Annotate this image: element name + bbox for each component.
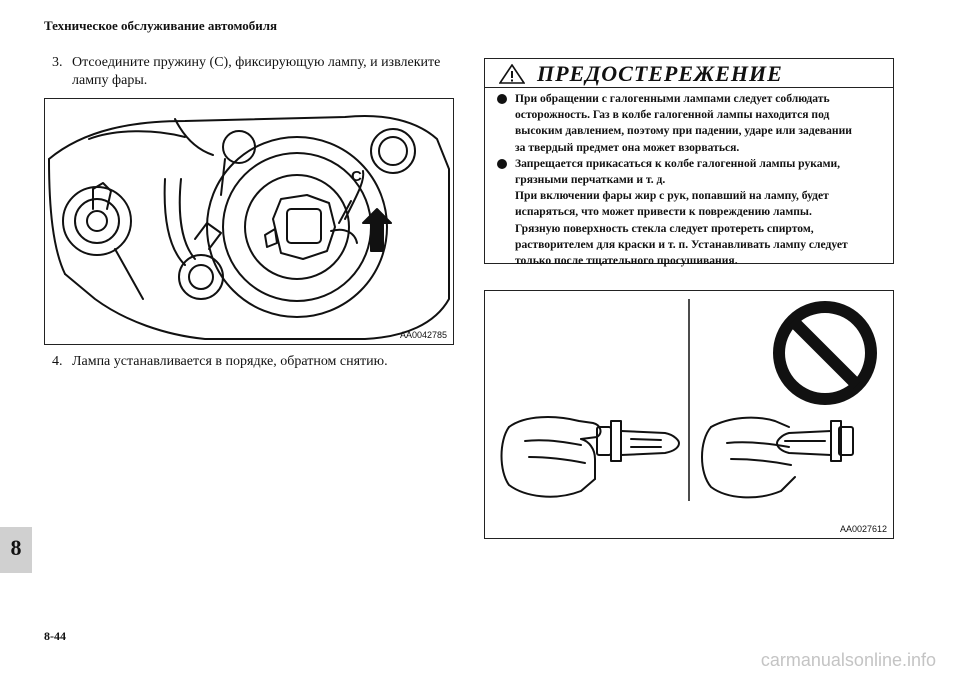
warning-line: растворителем для краски и т. п. Устанавливать лампу следует [515,237,848,251]
step-text-line2: лампу фары. [72,73,148,88]
warning-line: высоким давлением, поэтому при падении, ударе или задевании [515,124,852,138]
warning-item-2 [493,156,889,269]
step-number: 3. [52,55,63,70]
warning-body [493,91,889,269]
chapter-number: 8 [10,535,22,560]
prohibition-icon [779,307,871,399]
warning-line: При обращении с галогенными лампами следует соблюдать [515,92,830,105]
warning-line: Запрещается прикасаться к колбе галогенной лампы руками, [515,156,841,170]
warning-line: испаряться, что может привести к повреждению лампы. [515,205,812,219]
page-header: Техническое обслуживание автомобиля [44,18,278,33]
warning-title: ПРЕДОСТЕРЕЖЕНИЕ [537,61,783,86]
warning-header [485,59,893,88]
warning-line: осторожность. Газ в колбе галогенной лампы находится под [515,108,830,122]
figure-code: AA0027612 [839,524,887,534]
warning-item-1 [493,91,889,156]
chapter-tab [0,527,32,573]
bullet-icon [497,159,507,169]
warning-line: только после тщательного просушивания. [515,254,738,268]
warning-line: грязными перчатками и т. д. [515,173,666,187]
bulb-handling-illustration [485,291,893,538]
bullet-icon [497,94,507,104]
step-4 [52,353,472,371]
warning-box [484,58,894,268]
watermark: carmanualsonline.info [760,650,936,670]
bulb-handling-figure [484,290,894,539]
step-text: Лампа устанавливается в порядке, обратном снятию. [72,354,388,369]
headlight-figure [44,98,454,345]
warning-line: за твердый предмет она может взорваться. [515,140,740,154]
warning-triangle-icon [499,64,525,84]
callout-c: C [351,168,362,185]
headlight-illustration [45,99,453,344]
figure-code: AA0042785 [399,330,447,340]
step-number: 4. [52,354,63,369]
step-3 [52,54,472,90]
step-text-line1: Отсоедините пружину (С), фиксирующую лампу, и извлеките [72,55,441,70]
warning-line: Грязную поверхность стекла следует протереть спиртом, [515,221,814,235]
warning-line: При включении фары жир с рук, попавший на лампу, будет [515,189,829,203]
page-number: 8-44 [44,629,66,643]
